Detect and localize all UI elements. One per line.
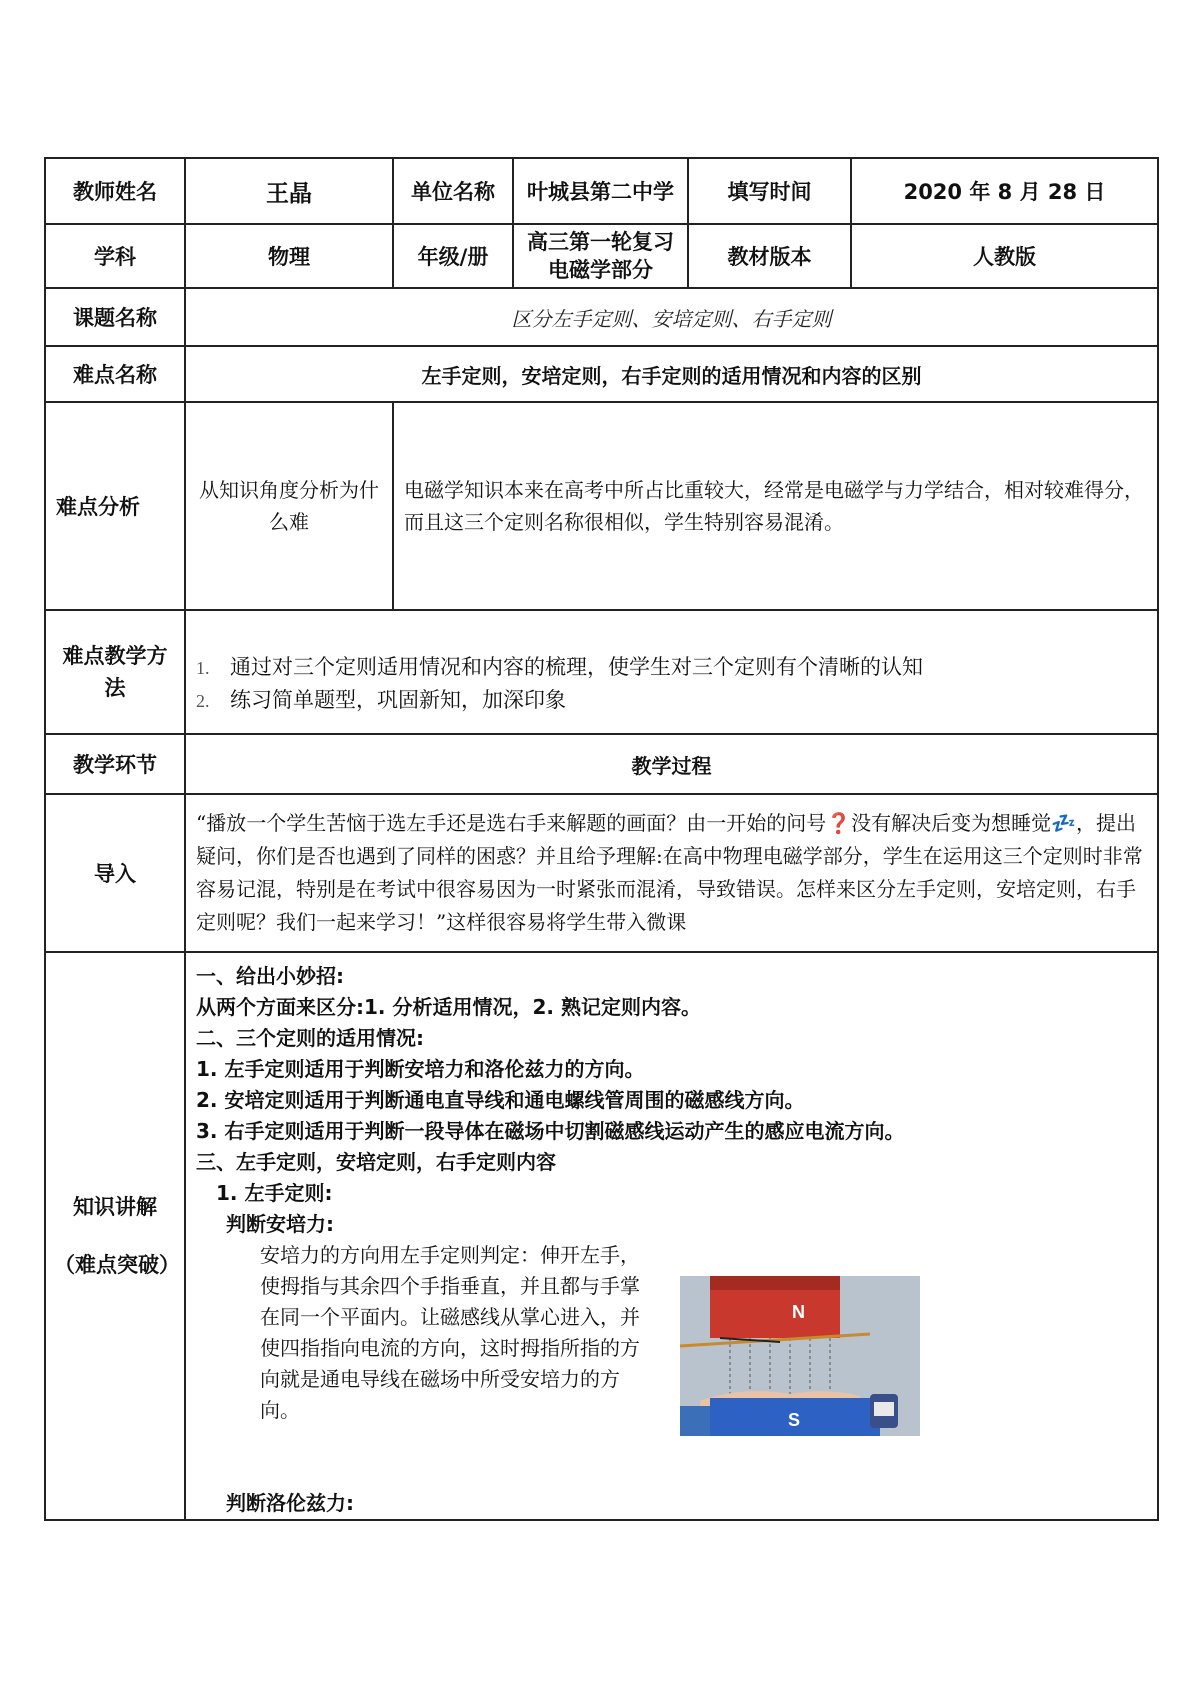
method-item-text: 练习简单题型，巩固新知，加深印象 xyxy=(230,688,566,712)
intro-text: “播放一个学生苦恼于选左手还是选右手来解题的画面？由一开始的问号❓没有解决后变为想睡觉💤，提出疑问，你们是否也遇到了同样的困惑？并且给予理解:在高中物理电磁学部分，学生在运用这三个定则时非常容易记混，特别是在考试中很容易因为一时紧张而混淆，导致错误。怎样来区分左手定则，安培定则，右手定则呢？我们一起来学习！”这样很容易将学生带入微课 xyxy=(185,794,1158,952)
header-row-1 xyxy=(45,158,1158,224)
edition-value: 人教版 xyxy=(851,224,1158,288)
knowledge-line: 2. 安培定则适用于判断通电直导线和通电螺线管周围的磁感线方向。 xyxy=(196,1088,805,1112)
grade-label: 年级/册 xyxy=(393,224,513,288)
header-row-2 xyxy=(45,224,1158,288)
process-value: 教学过程 xyxy=(185,734,1158,794)
method-item-text: 通过对三个定则适用情况和内容的梳理，使学生对三个定则有个清晰的认知 xyxy=(230,655,923,679)
difficulty-value: 左手定则，安培定则，右手定则的适用情况和内容的区别 xyxy=(185,346,1158,402)
method-item-num: 1. xyxy=(196,658,210,678)
topic-value: 区分左手定则、安培定则、右手定则 xyxy=(185,288,1158,346)
teacher-value: 王晶 xyxy=(185,158,393,224)
subject-label: 学科 xyxy=(45,224,185,288)
method-list xyxy=(185,610,1158,734)
method-label: 难点教学方法 xyxy=(45,610,185,734)
difficulty-row xyxy=(45,346,1158,402)
knowledge-line: 1. 左手定则适用于判断安培力和洛伦兹力的方向。 xyxy=(196,1057,645,1081)
unit-value: 叶城县第二中学 xyxy=(513,158,688,224)
left-hand-rule-heading: 1. 左手定则: xyxy=(216,1181,333,1205)
knowledge-line: 二、三个定则的适用情况: xyxy=(196,1026,424,1050)
knowledge-sublabel: （难点突破） xyxy=(54,1253,180,1277)
edition-label: 教材版本 xyxy=(688,224,851,288)
analysis-sublabel: 从知识角度分析为什么难 xyxy=(185,402,393,610)
intro-row xyxy=(45,794,1158,952)
knowledge-row xyxy=(45,952,1158,1520)
analysis-label: 难点分析 xyxy=(45,402,185,610)
intro-label: 导入 xyxy=(45,794,185,952)
topic-row xyxy=(45,288,1158,346)
knowledge-line: 3. 右手定则适用于判断一段导体在磁场中切割磁感线运动产生的感应电流方向。 xyxy=(196,1119,905,1143)
lorentz-force-heading: 判断洛伦兹力: xyxy=(226,1491,354,1515)
subject-value: 物理 xyxy=(185,224,393,288)
lesson-plan-table xyxy=(44,157,1159,1521)
knowledge-label: 知识讲解 xyxy=(73,1195,157,1219)
figure-s-label: S xyxy=(788,1410,801,1430)
analysis-row xyxy=(45,402,1158,610)
date-label: 填写时间 xyxy=(688,158,851,224)
knowledge-label-cell xyxy=(45,952,185,1520)
process-header-row xyxy=(45,734,1158,794)
knowledge-line: 三、左手定则，安培定则，右手定则内容 xyxy=(196,1150,556,1174)
method-item-num: 2. xyxy=(196,691,210,711)
left-hand-rule-block xyxy=(196,1240,1147,1440)
knowledge-line: 一、给出小妙招: xyxy=(196,964,344,988)
knowledge-line: 从两个方面来区分:1. 分析适用情况，2. 熟记定则内容。 xyxy=(196,995,701,1019)
method-row xyxy=(45,610,1158,734)
figure-n-label: N xyxy=(792,1302,805,1322)
lesson-plan-sheet xyxy=(44,157,1157,1521)
teacher-label: 教师姓名 xyxy=(45,158,185,224)
analysis-text: 电磁学知识本来在高考中所占比重较大，经常是电磁学与力学结合，相对较难得分，而且这三个定则名称很相似，学生特别容易混淆。 xyxy=(393,402,1158,610)
knowledge-content xyxy=(185,952,1158,1520)
grade-value: 高三第一轮复习电磁学部分 xyxy=(513,224,688,288)
left-hand-rule-figure xyxy=(680,1276,920,1436)
method-item xyxy=(196,684,1147,717)
topic-label: 课题名称 xyxy=(45,288,185,346)
ampere-force-heading: 判断安培力: xyxy=(226,1212,334,1236)
left-hand-rule-text: 安培力的方向用左手定则判定：伸开左手，使拇指与其余四个手指垂直，并且都与手掌在同一个平面内。让磁感线从掌心进入，并使四指指向电流的方向，这时拇指所指的方向就是通电导线在磁场中所受安培力的方向。 xyxy=(260,1243,640,1422)
unit-label: 单位名称 xyxy=(393,158,513,224)
date-value: 2020 年 8 月 28 日 xyxy=(851,158,1158,224)
difficulty-label: 难点名称 xyxy=(45,346,185,402)
method-item xyxy=(196,651,1147,684)
process-label: 教学环节 xyxy=(45,734,185,794)
